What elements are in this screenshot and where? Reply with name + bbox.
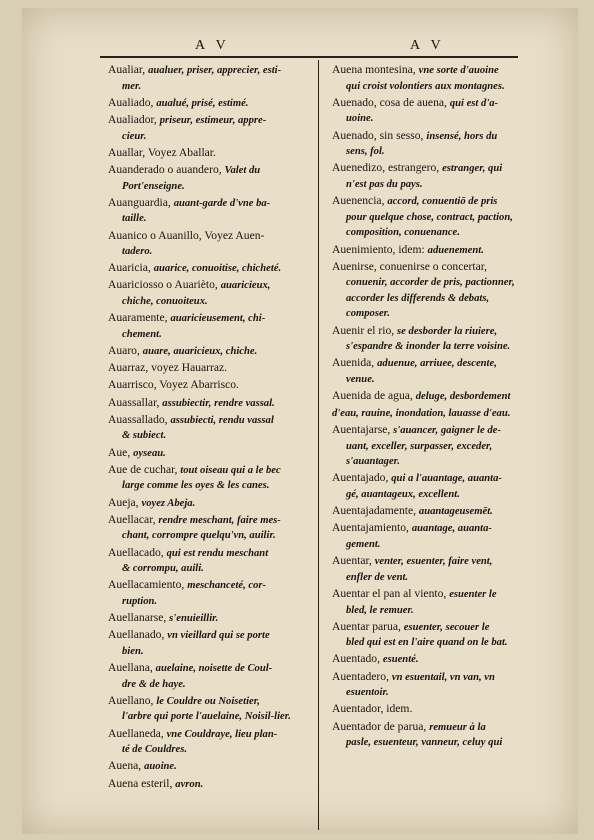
entry-continuation: chant, corrompre quelqu'vn, auilir.	[122, 530, 276, 542]
entry-headword: Auellana,	[108, 661, 153, 675]
entry-continuation: & corrompu, auili.	[122, 563, 204, 575]
entry-headword: Auenirse, conuenirse o concertar,	[332, 259, 488, 273]
dictionary-entry	[108, 495, 312, 512]
entry-translation: Valet du	[224, 164, 261, 176]
entry-headword: Auentado,	[332, 652, 380, 666]
entry-headword: Auentajarse,	[332, 423, 391, 436]
entry-translation: auant-garde d'vne ba-	[173, 197, 271, 209]
entry-headword: Auenedizo, estrangero,	[332, 161, 440, 175]
left-column	[108, 62, 312, 793]
right-column	[332, 62, 526, 751]
dictionary-entry	[332, 193, 526, 241]
dictionary-entry	[108, 610, 312, 627]
entry-headword: Aualiado,	[108, 95, 154, 109]
entry-continuation: gé, auantageux, excellent.	[346, 488, 460, 500]
entry-translation: aualuer, priser, apprecier, esti-	[148, 65, 282, 76]
entry-headword: Auellanado,	[108, 628, 165, 642]
entry-translation: venter, esuenter, faire vent,	[374, 556, 493, 568]
dictionary-entry	[332, 719, 526, 751]
dictionary-entry	[332, 586, 526, 618]
entry-translation: meschanceté, cor-	[187, 580, 267, 592]
dictionary-entry	[108, 660, 312, 692]
dictionary-entry	[332, 160, 526, 192]
header-rule	[100, 56, 518, 58]
entry-translation: qui a l'auantage, auanta-	[391, 473, 502, 485]
entry-translation: auaricieux,	[220, 280, 271, 292]
entry-continuation: tadero.	[122, 246, 153, 258]
entry-headword: Auellanarse,	[108, 611, 167, 625]
entry-headword: Aualiador,	[108, 112, 157, 126]
entry-headword: Aualiar,	[108, 63, 146, 76]
dictionary-entry	[332, 95, 526, 127]
entry-translation: insensé, hors du	[426, 130, 498, 142]
entry-headword: Auenir el rio,	[332, 323, 395, 337]
entry-translation: vn esuentail, vn van, vn	[391, 671, 495, 683]
entry-translation: deluge, desbordement d'eau, rauine, inondation, lauasse d'eau.	[332, 391, 511, 419]
dictionary-entry	[332, 259, 526, 322]
entry-continuation: sens, fol.	[346, 146, 385, 158]
entry-continuation: conuenir, accorder de pris, pactionner, accorder les differends & debats, composer.	[346, 277, 515, 320]
entry-translation: vne sorte d'auoine	[418, 65, 499, 76]
entry-headword: Aue de cuchar,	[108, 462, 178, 476]
entry-headword: Auellaneda,	[108, 726, 164, 740]
dictionary-entry	[332, 422, 526, 470]
entry-headword: Auaro,	[108, 344, 140, 358]
entry-headword: Auena,	[108, 759, 142, 773]
entry-continuation: uant, exceller, surpasser, exceder, s'auantager.	[346, 440, 493, 468]
entry-continuation: bled, le remuer.	[346, 604, 414, 616]
entry-headword: Auaricia,	[108, 261, 151, 275]
dictionary-entry	[332, 701, 526, 718]
entry-headword: Aue,	[108, 445, 131, 459]
entry-continuation: & subiect.	[122, 430, 167, 442]
dictionary-entry	[108, 758, 312, 775]
entry-translation: aduenement.	[427, 244, 484, 256]
dictionary-entry	[332, 503, 526, 520]
entry-continuation: pour quelque chose, contract, paction, composition, conuenance.	[346, 211, 513, 239]
dictionary-entry	[108, 377, 312, 394]
entry-translation: vn vieillard qui se porte	[167, 630, 270, 642]
entry-continuation: chement.	[122, 328, 162, 340]
entry-headword: Auenencia,	[332, 194, 385, 208]
entry-headword: Auellano,	[108, 693, 154, 707]
entry-translation: le Couldre ou Noisetier,	[156, 695, 260, 707]
dictionary-entry	[332, 553, 526, 585]
dictionary-entry	[108, 512, 312, 544]
entry-headword: Auariciosso o Auarièto,	[108, 278, 218, 292]
entry-continuation: chiche, conuoiteux.	[122, 296, 208, 308]
entry-translation: esuenter le	[449, 588, 497, 600]
entry-headword: Auentar,	[332, 554, 372, 568]
dictionary-entry	[332, 355, 526, 387]
dictionary-entry	[332, 388, 526, 421]
entry-translation: aduenue, arriuee, descente,	[377, 358, 497, 370]
entry-translation: avron.	[175, 778, 204, 790]
entry-headword: Aueja,	[108, 495, 139, 509]
entry-translation: assubiectir, rendre vassal.	[162, 397, 275, 409]
dictionary-entry	[332, 619, 526, 651]
entry-headword: Auellacar,	[108, 512, 156, 526]
entry-headword: Auellacamiento,	[108, 578, 185, 592]
entry-continuation: dre & de haye.	[122, 678, 186, 690]
dictionary-entry	[108, 310, 312, 342]
dictionary-entry	[108, 462, 312, 494]
dictionary-entry	[332, 62, 526, 94]
entry-continuation: large comme les oyes & les canes.	[122, 480, 270, 492]
entry-headword: Auentador, idem.	[332, 702, 413, 716]
dictionary-entry	[332, 651, 526, 668]
entry-translation: se desborder la riuiere,	[397, 325, 498, 337]
entry-headword: Auentajadamente,	[332, 504, 417, 518]
entry-continuation: bled qui est en l'aire quand on le bat.	[346, 637, 508, 649]
entry-translation: qui est d'a-	[449, 97, 499, 109]
entry-headword: Auena montesina,	[332, 63, 416, 76]
dictionary-entry	[108, 726, 312, 758]
entry-translation: remueur à la	[429, 721, 486, 733]
entry-continuation: s'espandre & inonder la terre voisine.	[346, 341, 511, 353]
dictionary-entry	[108, 145, 312, 162]
entry-translation: auarice, conuoitise, chicheté.	[153, 263, 282, 275]
entry-headword: Auentajamiento,	[332, 521, 409, 535]
entry-continuation: pasle, esuenteur, vanneur, celuy qui	[346, 737, 503, 749]
dictionary-entry	[108, 445, 312, 462]
entry-continuation: uoine.	[346, 113, 374, 125]
entry-headword: Auenado, cosa de auena,	[332, 95, 447, 109]
dictionary-entry	[108, 545, 312, 577]
entry-translation: aualué, prisé, estimé.	[156, 97, 249, 109]
header-right: A V	[410, 38, 445, 53]
dictionary-entry	[108, 693, 312, 725]
entry-headword: Auellacado,	[108, 545, 164, 559]
dictionary-entry	[108, 277, 312, 309]
entry-translation: vne Couldraye, lieu plan-	[166, 728, 278, 740]
entry-continuation: taille.	[122, 213, 147, 225]
dictionary-entry	[108, 395, 312, 412]
dictionary-entry	[332, 470, 526, 502]
entry-translation: esuenter, secouer le	[403, 621, 490, 633]
entry-translation: estranger, qui	[442, 163, 503, 175]
entry-headword: Auentar parua,	[332, 619, 401, 633]
entry-translation: accord, conuentiō de pris	[387, 196, 498, 208]
dictionary-entry	[108, 412, 312, 444]
entry-continuation: n'est pas du pays.	[346, 178, 423, 190]
entry-headword: Auanico o Auanillo, Voyez Auen-	[108, 228, 265, 242]
entry-translation: priseur, estimeur, appre-	[159, 114, 267, 126]
dictionary-entry	[108, 62, 312, 94]
entry-headword: Auaramente,	[108, 311, 168, 325]
dictionary-entry	[108, 112, 312, 144]
entry-translation: auare, auaricieux, chiche.	[142, 346, 258, 358]
entry-headword: Auena esteril,	[108, 776, 173, 790]
entry-translation: auelaine, noisette de Coul-	[155, 663, 273, 675]
entry-headword: Auentadero,	[332, 669, 389, 683]
entry-translation: oyseau.	[133, 447, 166, 459]
entry-headword: Auenida de agua,	[332, 389, 413, 403]
entry-translation: esuenté.	[382, 654, 419, 666]
entry-headword: Auanderado o auandero,	[108, 162, 222, 176]
dictionary-entry	[108, 577, 312, 609]
entry-continuation: qui croist volontiers aux montagnes.	[346, 80, 505, 92]
entry-continuation: enfler de vent.	[346, 571, 409, 583]
entry-headword: Auentar el pan al viento,	[332, 586, 447, 600]
dictionary-entry	[332, 323, 526, 355]
entry-headword: Auarrisco, Voyez Abarrisco.	[108, 378, 239, 392]
dictionary-entry	[332, 520, 526, 552]
dictionary-entry	[332, 669, 526, 701]
entry-headword: Auassallado,	[108, 412, 168, 426]
dictionary-entry	[108, 627, 312, 659]
dictionary-entry	[108, 195, 312, 227]
entry-continuation: l'arbre qui porte l'auelaine, Noisil-lier.	[122, 711, 291, 723]
entry-headword: Auenado, sin sesso,	[332, 128, 424, 142]
dictionary-entry	[108, 95, 312, 112]
dictionary-entry	[108, 260, 312, 277]
dictionary-entry	[108, 228, 312, 260]
entry-headword: Auassallar,	[108, 395, 160, 409]
dictionary-entry	[332, 128, 526, 160]
running-header	[100, 38, 518, 54]
entry-headword: Auanguardia,	[108, 195, 171, 209]
entry-translation: auantageusemēt.	[418, 506, 493, 518]
entry-continuation: Port'enseigne.	[122, 180, 185, 192]
entry-translation: rendre meschant, faire mes-	[158, 514, 281, 526]
dictionary-entry	[108, 162, 312, 194]
entry-translation: voyez Abeja.	[141, 497, 196, 509]
entry-translation: auoine.	[144, 761, 177, 773]
dictionary-entry	[332, 242, 526, 259]
entry-continuation: bien.	[122, 645, 144, 657]
entry-headword: Auarraz, voyez Hauarraz.	[108, 361, 228, 375]
entry-continuation: venue.	[346, 374, 375, 386]
entry-continuation: gement.	[346, 538, 381, 550]
dictionary-entry	[108, 360, 312, 377]
entry-continuation: té de Couldres.	[122, 744, 188, 756]
entry-headword: Auenimiento, idem:	[332, 242, 425, 256]
entry-continuation: mer.	[122, 80, 142, 92]
dictionary-entry	[108, 343, 312, 360]
dictionary-entry	[108, 776, 312, 793]
entry-continuation: esuentoir.	[346, 687, 389, 699]
entry-headword: Auentador de parua,	[332, 719, 427, 733]
entry-headword: Auenida,	[332, 356, 375, 370]
entry-translation: s'enuieillir.	[169, 613, 219, 625]
entry-translation: qui est rendu meschant	[166, 547, 269, 559]
entry-continuation: cieur.	[122, 130, 147, 142]
entry-translation: tout oiseau qui a le bec	[180, 464, 281, 476]
entry-translation: auaricieusement, chi-	[170, 313, 266, 325]
entry-continuation: ruption.	[122, 595, 158, 607]
entry-translation: auantage, auanta-	[411, 523, 492, 535]
header-left: A V	[195, 38, 230, 53]
entry-translation: s'auancer, gaigner le de-	[393, 425, 501, 436]
column-divider	[318, 60, 319, 830]
entry-translation: assubiecti, rendu vassal	[170, 414, 274, 426]
entry-headword: Auallar, Voyez Aballar.	[108, 145, 216, 159]
entry-headword: Auentajado,	[332, 471, 389, 485]
